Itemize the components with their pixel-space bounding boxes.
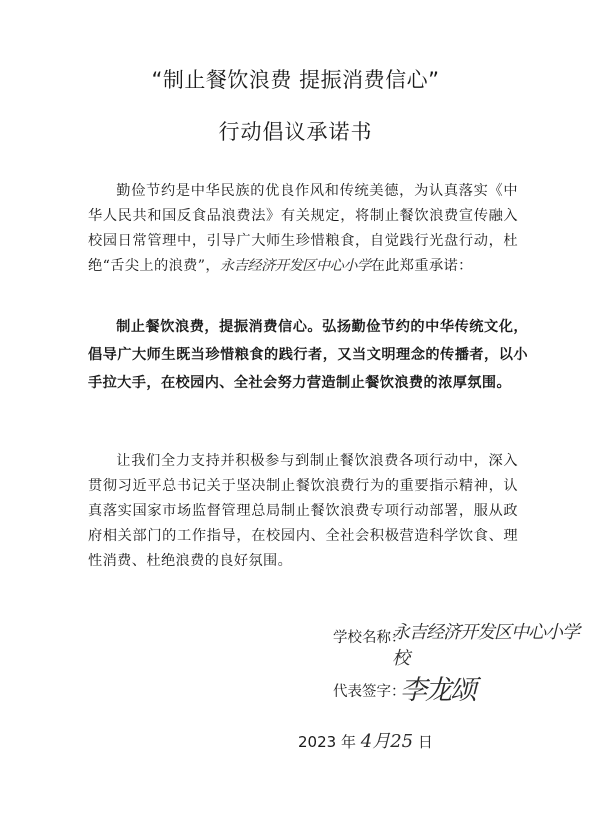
date-day-unit: 日: [417, 733, 433, 751]
handwritten-school-name: 永吉经济开发区中心小学校: [392, 622, 579, 669]
document-title: “制止餐饮浪费 提振消费信心”: [151, 68, 440, 92]
handwritten-signature: 李龙颂: [400, 675, 475, 706]
intro-text: 勤俭节约是中华民族的优良作风和传统美德，为认真落实《中华人民共和国反食品浪费法》有关规定，将制止餐饮浪费宣传融入校园日常管理中，引导广大师生珍惜粮食，自觉践行光盘行动，杜绝“舌尖上的浪费”，: [88, 183, 518, 274]
paragraph-intro: [88, 179, 518, 279]
paragraph-call: [88, 449, 518, 574]
school-name-label: 学校名称：: [333, 630, 406, 646]
date-year: 2023: [298, 733, 337, 751]
handwritten-school-inline: 永吉经济开发区中心小学: [220, 258, 371, 274]
representative-signature-label: 代表签字：: [333, 684, 406, 700]
pledge-text: 制止餐饮浪费，提振消费信心。弘扬勤俭节约的中华传统文化，倡导广大师生既当珍惜粮食的践行者，又当文明理念的传播者，以小手拉大手，在校园内、全社会努力营造制止餐饮浪费的浓厚氛围。: [88, 319, 528, 391]
document-subtitle: 行动倡议承诺书: [218, 120, 373, 144]
intro-text-end: 在此郑重承诺：: [370, 258, 473, 274]
signing-date: [298, 727, 433, 753]
call-text: 让我们全力支持并积极参与到制止餐饮浪费各项行动中，深入贯彻习近平总书记关于坚决制止餐饮浪费行为的重要指示精神，认真落实国家市场监督管理总局制止餐饮浪费专项行动部署，服从政府相关部门的工作指导，在校园内、全社会积极营造科学饮食、理性消费、杜绝浪费的良好氛围。: [88, 453, 518, 569]
date-year-unit: 年: [340, 733, 356, 751]
date-month-day-handwritten: 4月25: [360, 731, 414, 752]
paragraph-pledge: [88, 313, 528, 397]
